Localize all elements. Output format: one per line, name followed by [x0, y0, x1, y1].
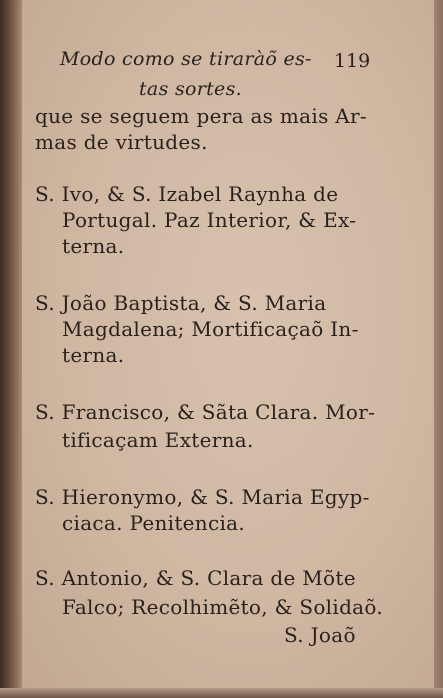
entry-2-line-2: Magdalena; Mortificaçaõ In-	[62, 317, 359, 341]
entry-4-line-1: S. Hieronymo, & S. Maria Egyp-	[35, 485, 370, 509]
entry-3-line-2: tificaçam Externa.	[62, 428, 254, 452]
bottom-page-edge	[0, 688, 443, 698]
entry-3-line-1: S. Francisco, & Sãta Clara. Mor-	[35, 400, 376, 424]
entry-1-line-1: S. Ivo, & S. Izabel Raynha de	[35, 182, 339, 206]
intro-line-2: mas de virtudes.	[35, 130, 208, 154]
entry-1-line-3: terna.	[62, 234, 125, 258]
page-number: 119	[334, 50, 371, 72]
entry-2-line-1: S. João Baptista, & S. Maria	[35, 291, 327, 315]
running-header-line-1: Modo como se tiraràõ es-	[60, 48, 312, 70]
intro-line-1: que se seguem pera as mais Ar-	[35, 104, 367, 128]
entry-5-line-2: Falco; Recolhimẽto, & Solidaõ.	[62, 595, 384, 619]
book-page	[22, 0, 434, 690]
entry-2-line-3: terna.	[62, 343, 125, 367]
running-header-line-2: tas sortes.	[139, 78, 242, 100]
left-page-edge	[0, 0, 22, 698]
entry-5-line-1: S. Antonio, & S. Clara de Mõte	[35, 566, 356, 590]
catchword: S. Joaõ	[284, 623, 356, 647]
entry-1-line-2: Portugal. Paz Interior, & Ex-	[62, 208, 357, 232]
entry-4-line-2: ciaca. Penitencia.	[62, 511, 246, 535]
